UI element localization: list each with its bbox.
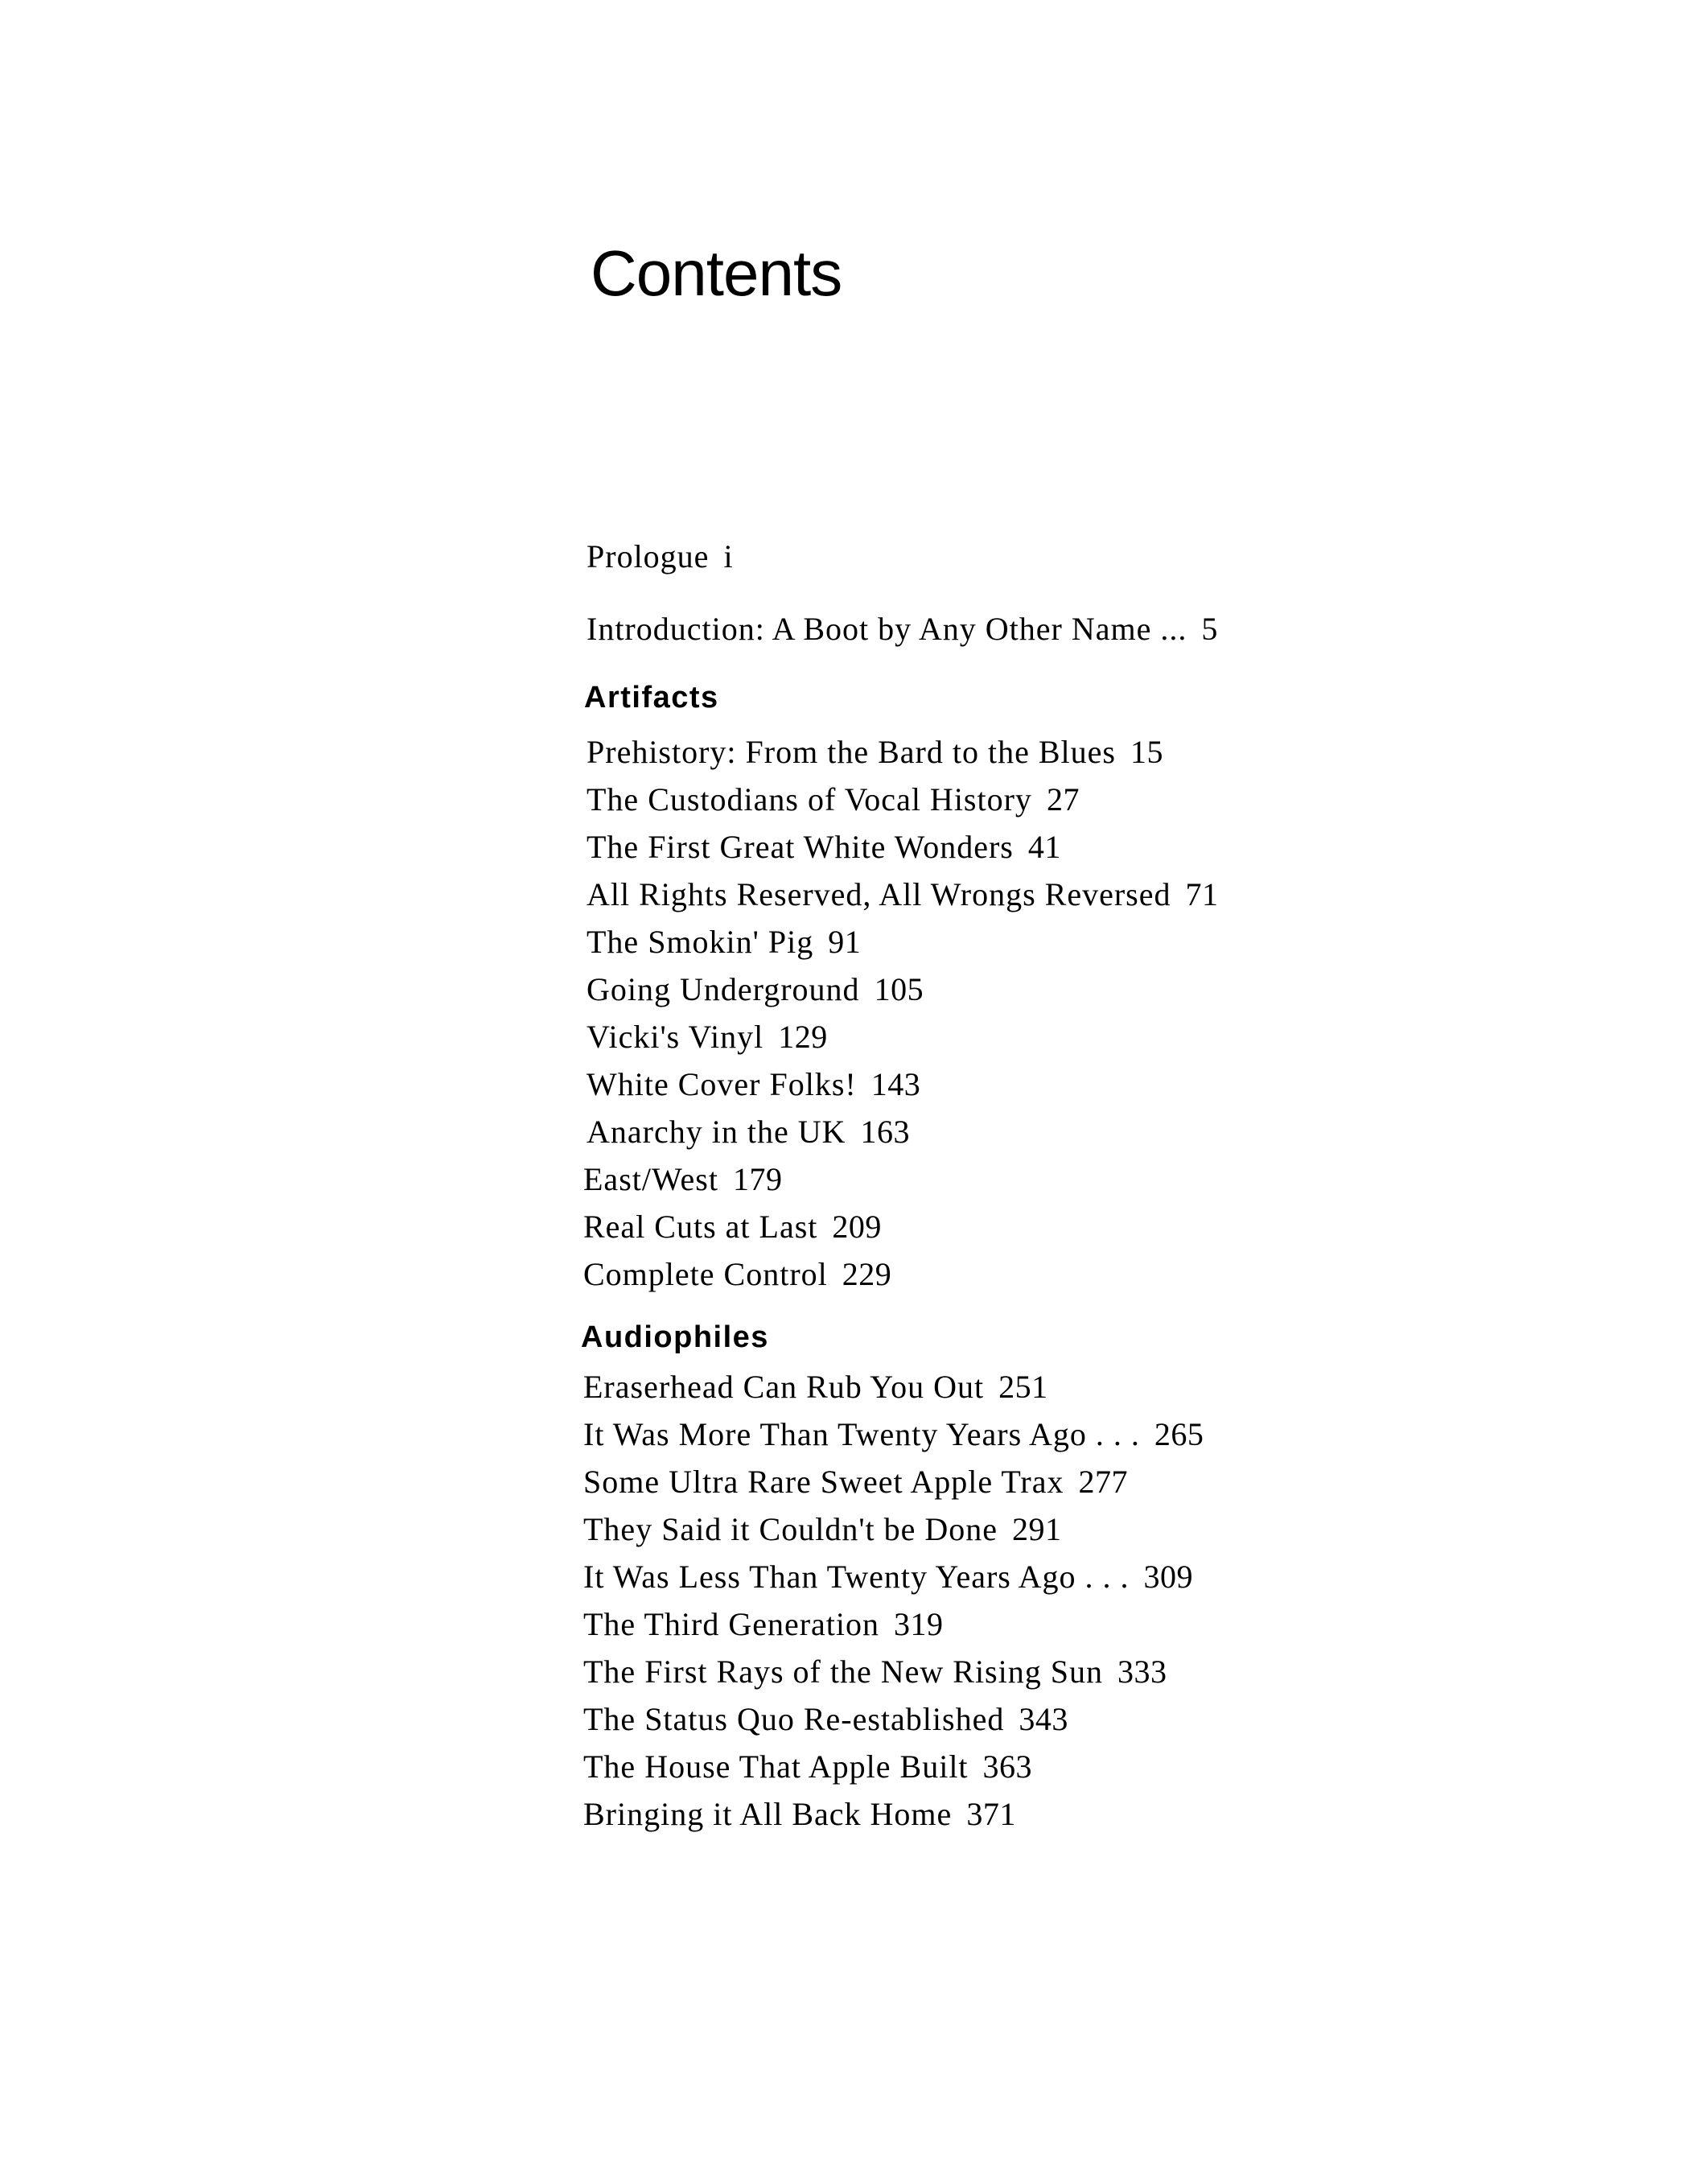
chapter-page-number: 41 (1027, 829, 1061, 865)
entry-page-number: 5 (1201, 611, 1219, 647)
chapter-title: East/West (583, 1161, 718, 1197)
chapter-title: Some Ultra Rare Sweet Apple Trax (583, 1464, 1064, 1500)
chapter-page-number: 309 (1143, 1559, 1194, 1595)
chapter-title: Vicki's Vinyl (586, 1019, 764, 1055)
chapter-page-number: 371 (966, 1796, 1016, 1832)
chapter-page-number: 15 (1130, 734, 1163, 770)
toc-entry-prologue (586, 537, 734, 577)
chapter-title: Complete Control (583, 1256, 828, 1292)
chapter-title: Prehistory: From the Bard to the Blues (586, 734, 1116, 770)
chapter-title: They Said it Couldn't be Done (583, 1511, 998, 1547)
chapter-title: The Smokin' Pig (586, 924, 814, 960)
chapter-page-number: 105 (874, 971, 924, 1007)
chapter-page-number: 343 (1019, 1701, 1068, 1737)
chapter-title: The House That Apple Built (583, 1748, 969, 1785)
chapter-title: It Was Less Than Twenty Years Ago . . . (583, 1559, 1130, 1595)
chapter-page-number: 251 (998, 1369, 1048, 1405)
chapter-page-number: 71 (1185, 876, 1219, 912)
chapter-title: Real Cuts at Last (583, 1209, 818, 1245)
entry-title: Prologue (586, 538, 710, 575)
chapter-title: White Cover Folks! (586, 1066, 857, 1102)
chapter-title: Bringing it All Back Home (583, 1796, 953, 1832)
entry-title: Introduction: A Boot by Any Other Name ... (586, 611, 1187, 647)
chapter-page-number: 333 (1117, 1654, 1167, 1690)
entry-page-number: i (723, 538, 734, 575)
chapter-page-number: 179 (732, 1161, 783, 1197)
chapter-title: The First Rays of the New Rising Sun (583, 1654, 1103, 1690)
chapter-title: The Third Generation (583, 1606, 880, 1642)
chapter-page-number: 27 (1046, 781, 1080, 817)
chapter-page-number: 363 (982, 1748, 1033, 1785)
page-title: Contents (591, 237, 842, 309)
chapter-page-number: 229 (842, 1256, 892, 1292)
chapter-page-number: 291 (1012, 1511, 1062, 1547)
chapter-page-number: 143 (870, 1066, 921, 1102)
chapter-page-number: 277 (1078, 1464, 1128, 1500)
chapter-page-number: 129 (778, 1019, 828, 1055)
chapter-title: The First Great White Wonders (586, 829, 1014, 865)
chapter-title: Eraserhead Can Rub You Out (583, 1369, 985, 1405)
chapter-title: Going Underground (586, 971, 860, 1007)
part-heading-audiophiles: Audiophiles (581, 1320, 769, 1354)
chapter-title: The Custodians of Vocal History (586, 781, 1032, 817)
chapter-title: All Rights Reserved, All Wrongs Reversed (586, 876, 1171, 912)
chapter-page-number: 319 (894, 1606, 944, 1642)
toc-entry-introduction (586, 609, 1218, 649)
chapter-page-number: 265 (1154, 1416, 1204, 1452)
chapter-title: Anarchy in the UK (586, 1114, 846, 1150)
chapter-page-number: 91 (828, 924, 862, 960)
chapter-page-number: 163 (860, 1114, 910, 1150)
chapter-title: It Was More Than Twenty Years Ago . . . (583, 1416, 1140, 1452)
part-heading-artifacts: Artifacts (584, 681, 719, 715)
chapter-page-number: 209 (832, 1209, 882, 1245)
chapter-title: The Status Quo Re-established (583, 1701, 1005, 1737)
